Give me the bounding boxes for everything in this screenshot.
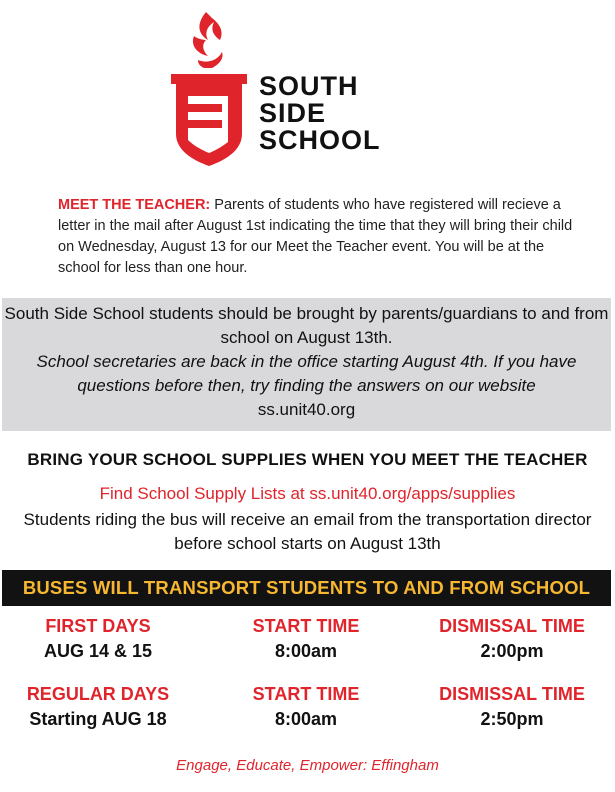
schedule-row [0, 682, 615, 742]
dismissal-cell [410, 682, 614, 732]
meet-the-teacher-paragraph [58, 195, 578, 279]
schedule-row [0, 614, 615, 674]
notice-line-1: South Side School students should be brought by parents/guardians to and from school on August 13th. [4, 304, 609, 347]
start-time: 8:00am [274, 641, 338, 661]
days-date: Starting AUG 18 [29, 709, 167, 729]
supply-lists-link[interactable]: Find School Supply Lists at ss.unit40.org/apps/supplies [99, 484, 516, 503]
days-label: REGULAR DAYS [26, 684, 170, 704]
start-time: 8:00am [274, 709, 338, 729]
motto: Engage, Educate, Empower: Effingham [176, 757, 439, 774]
start-cell [206, 682, 406, 732]
days-cell [0, 682, 196, 732]
dismissal-time: 2:00pm [480, 641, 544, 661]
notice-box [2, 298, 611, 431]
logo-line-2: SIDE [259, 98, 327, 128]
start-label: START TIME [252, 616, 360, 636]
supplies-heading: BRING YOUR SCHOOL SUPPLIES WHEN YOU MEET THE TEACHER [27, 450, 588, 469]
logo-line-1: SOUTH [259, 71, 359, 101]
torch-shield-icon [168, 10, 250, 170]
dismissal-time: 2:50pm [480, 709, 544, 729]
dismissal-label: DISMISSAL TIME [439, 616, 585, 636]
dismissal-label: DISMISSAL TIME [439, 684, 585, 704]
days-cell [0, 614, 196, 664]
dismissal-cell [410, 614, 614, 664]
logo-line-3: SCHOOL [259, 125, 381, 155]
school-name [259, 73, 381, 154]
bus-banner: BUSES WILL TRANSPORT STUDENTS TO AND FROM SCHOOL [2, 570, 611, 606]
meet-the-teacher-body: Parents of students who have registered will recieve a letter in the mail after August 1st indicating the time that they will bring their child on Wednesday, August 13 for our Meet the Teacher event. You will be at the school for less than one hour. [58, 197, 573, 276]
website-text: ss.unit40.org [257, 400, 356, 419]
meet-the-teacher-lead: MEET THE TEACHER: [58, 197, 211, 213]
days-label: FIRST DAYS [45, 616, 151, 636]
days-date: AUG 14 & 15 [43, 641, 153, 661]
school-logo [168, 10, 398, 170]
bus-email-note: Students riding the bus will receive an email from the transportation director before school starts on August 13th [23, 510, 592, 553]
start-label: START TIME [252, 684, 360, 704]
start-cell [206, 614, 406, 664]
notice-line-2: School secretaries are back in the office starting August 4th. If you have questions before then, try finding the answers on our website [36, 352, 577, 395]
